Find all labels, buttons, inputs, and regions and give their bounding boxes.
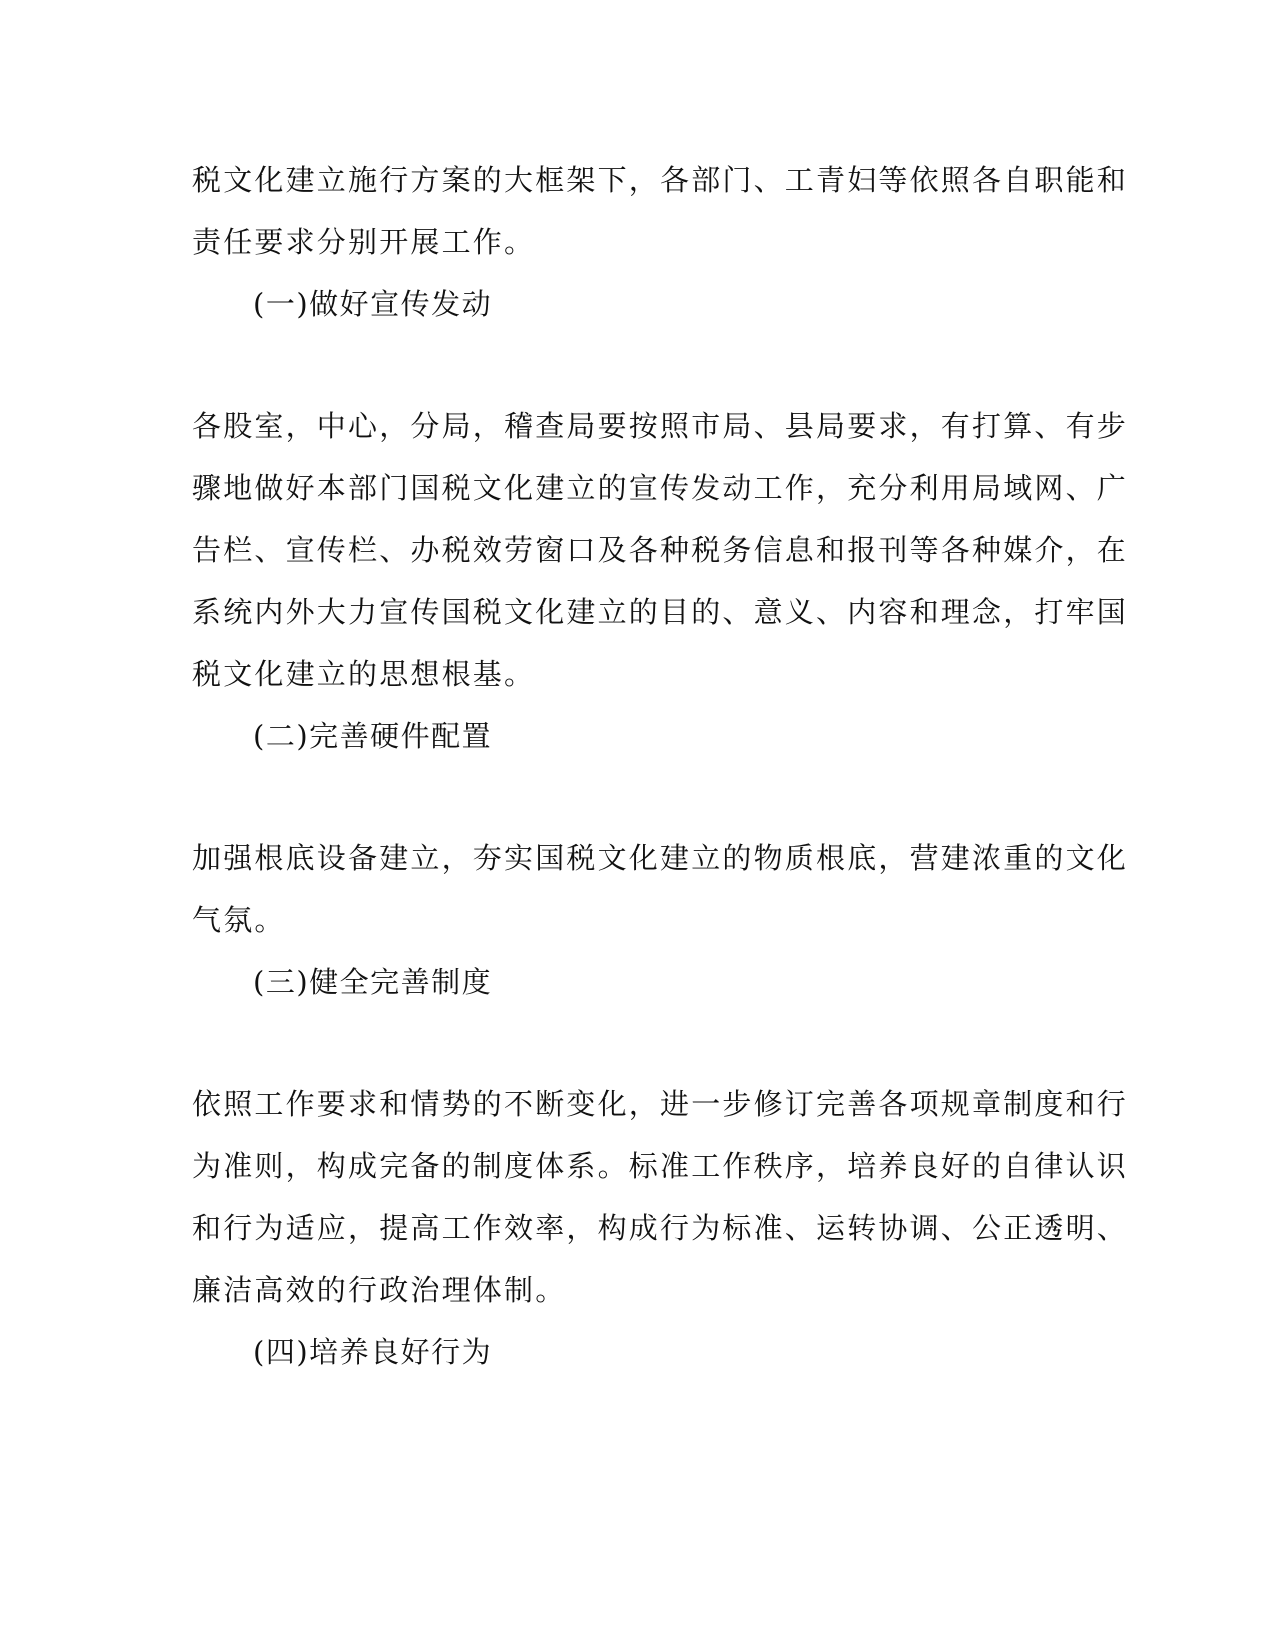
section-heading-2: (二)完善硬件配置 <box>253 719 493 753</box>
paragraph-line: 告栏、宣传栏、办税效劳窗口及各种税务信息和报刊等各种媒介，在 <box>192 533 1129 567</box>
paragraph-line: 系统内外大力宣传国税文化建立的目的、意义、内容和理念，打牢国 <box>192 595 1129 629</box>
paragraph-line: 和行为适应，提高工作效率，构成行为标准、运转协调、公正透明、 <box>192 1211 1129 1245</box>
paragraph-line: 气氛。 <box>192 903 286 937</box>
paragraph-line: 税文化建立施行方案的大框架下，各部门、工青妇等依照各自职能和 <box>192 163 1129 197</box>
paragraph-line: 加强根底设备建立，夯实国税文化建立的物质根底，营建浓重的文化 <box>192 841 1129 875</box>
paragraph-line: 责任要求分别开展工作。 <box>192 225 536 259</box>
paragraph-line: 廉洁高效的行政治理体制。 <box>192 1273 567 1307</box>
section-heading-3: (三)健全完善制度 <box>253 965 493 999</box>
section-heading-1: (一)做好宣传发动 <box>253 287 493 321</box>
paragraph-line: 依照工作要求和情势的不断变化，进一步修订完善各项规章制度和行 <box>192 1087 1129 1121</box>
paragraph-line: 为准则，构成完备的制度体系。标准工作秩序，培养良好的自律认识 <box>192 1149 1129 1183</box>
paragraph-line: 骤地做好本部门国税文化建立的宣传发动工作，充分利用局域网、广 <box>192 471 1129 505</box>
paragraph-line: 税文化建立的思想根基。 <box>192 657 536 691</box>
paragraph-line: 各股室，中心，分局，稽查局要按照市局、县局要求，有打算、有步 <box>192 409 1129 443</box>
section-heading-4: (四)培养良好行为 <box>253 1335 493 1369</box>
